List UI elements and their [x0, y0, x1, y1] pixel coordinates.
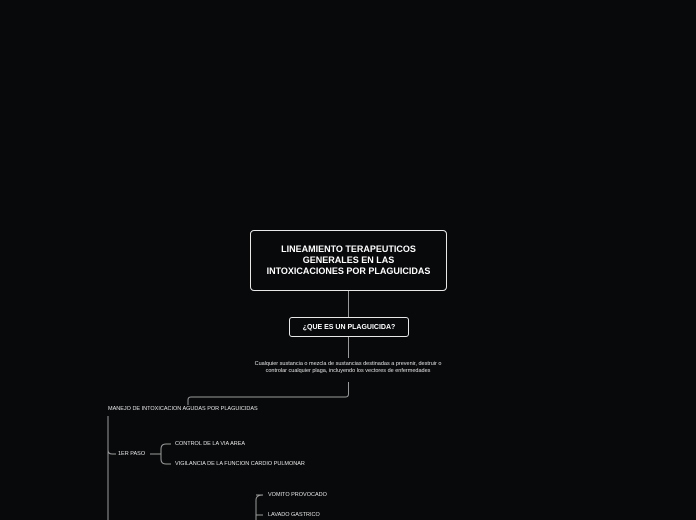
step1-topic[interactable]: 1ER PASO — [118, 451, 146, 457]
connector-step1-to-items — [150, 444, 171, 464]
question-topic-text: ¿QUE ES UN PLAGUICIDA? — [302, 323, 396, 331]
central-topic-text: LINEAMIENTO TERAPEUTICOS GENERALES EN LAS INTOXICACIONES POR PLAGUICIDAS — [266, 244, 431, 276]
management-topic[interactable]: MANEJO DE INTOXICACION AGUDAS POR PLAGUICIDAS — [108, 406, 258, 412]
connector-trunk-to-step1 — [108, 450, 116, 454]
connector-answer-to-management — [188, 382, 349, 405]
question-answer[interactable]: Cualquier sustancia o mezcla de sustancias destinadas a prevenir, destruir o controlar cualquier plaga, incluyendo los vectores de enfermedades — [254, 361, 442, 374]
question-topic[interactable] — [289, 317, 409, 337]
central-topic[interactable] — [250, 230, 447, 291]
step1-item-airway[interactable]: CONTROL DE LA VIA AREA — [175, 441, 246, 447]
item-vomit[interactable]: VOMITO PROVOCADO — [268, 492, 327, 498]
item-gastric-lavage[interactable]: LAVADO GASTRICO — [268, 512, 320, 518]
connector-trunk-to-next — [256, 495, 263, 520]
step1-item-cardio[interactable]: VIGILANCIA DE LA FUNCION CARDIO PULMONAR — [175, 461, 305, 467]
